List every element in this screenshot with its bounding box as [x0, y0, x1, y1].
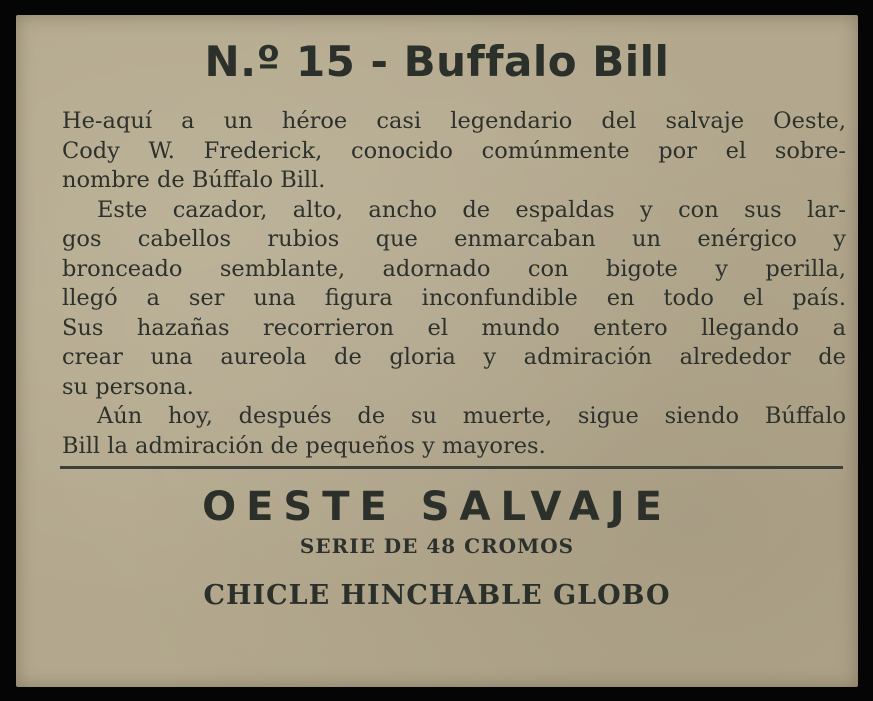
text-line: su persona. [62, 373, 194, 400]
divider [60, 466, 843, 469]
text-line: Este cazador, alto, ancho de espaldas y con sus lar- [97, 196, 846, 223]
text-line: crear una aureola de gloria y admiración alrededor de [62, 344, 846, 370]
text-line: bronceado semblante, adornado con bigote y perilla, [62, 255, 846, 282]
series-subtitle: SERIE DE 48 CROMOS [299, 534, 575, 558]
text-line: He-aquí a un héroe casi legendario del salvaje Oeste, [62, 108, 846, 134]
text-line: Cody W. Frederick, conocido comúnmente por el sobre- [62, 137, 846, 164]
text-line: Aún hoy, después de su muerte, sigue siendo Búffalo [97, 403, 846, 429]
text-line: Sus hazañas recorrieron el mundo entero llegando a [62, 314, 846, 341]
text-line: nombre de Búffalo Bill. [62, 167, 326, 193]
text-line: gos cabellos rubios que enmarcaban un enérgico y [62, 226, 846, 252]
card-description [62, 107, 846, 461]
card-title: N.º 15 - Buffalo Bill [204, 37, 670, 86]
series-title: OESTE SALVAJE [202, 484, 672, 530]
text-line: llegó a ser una figura inconfundible en todo el país. [62, 285, 846, 311]
brand-name: CHICLE HINCHABLE GLOBO [203, 580, 671, 611]
trading-card-back [16, 15, 858, 687]
text-line: Bill la admiración de pequeños y mayores. [62, 432, 546, 459]
